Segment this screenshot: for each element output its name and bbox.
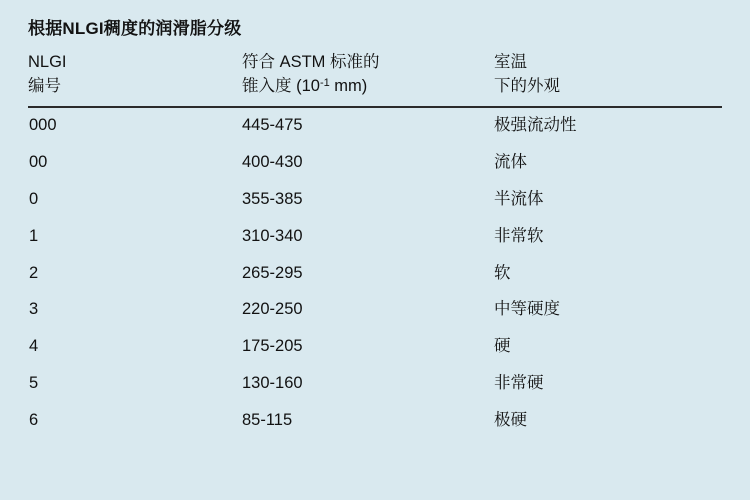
table-row [28,402,722,439]
table-row [28,145,722,182]
cell-penetration: 85-115 [242,410,293,429]
cell-penetration: 445-475 [242,116,303,135]
cell-penetration: 355-385 [242,189,303,208]
table-row [28,107,722,145]
cell-nlgi: 5 [29,373,39,392]
column-header-penetration-line1: 符合 ASTM 标准的 [242,53,380,71]
column-header-nlgi-number [28,51,242,101]
table-header [28,51,722,107]
cell-nlgi: 00 [29,153,48,172]
cell-nlgi: 4 [29,337,39,356]
cell-appearance: 极硬 [494,410,527,429]
column-header-penetration [242,51,494,101]
page-title: 根据NLGI稠度的润滑脂分级 [28,19,242,38]
cell-penetration: 310-340 [242,226,303,245]
table-row [28,292,722,329]
cell-penetration: 265-295 [242,263,303,282]
cell-nlgi: 6 [29,410,39,429]
column-header-appearance-line2: 下的外观 [494,76,560,95]
cell-penetration: 220-250 [242,300,303,319]
table-row [28,365,722,402]
cell-penetration: 130-160 [242,373,303,392]
column-header-appearance [494,51,722,101]
cell-appearance: 半流体 [494,189,544,208]
cell-nlgi: 3 [29,300,39,319]
cell-appearance: 硬 [494,337,511,356]
column-header-penetration-line2: 锥入度 ($10_{-1}$ mm) [242,76,368,95]
column-header-nlgi-number-line2: 编号 [28,76,61,95]
cell-nlgi: 1 [29,226,39,245]
cell-appearance: 非常软 [494,226,544,245]
table-row [28,218,722,255]
table-row [28,329,722,366]
cell-penetration: 400-430 [242,153,303,172]
column-header-appearance-line1: 室温 [494,53,527,71]
cell-nlgi: 000 [29,116,57,135]
cell-appearance: 非常硬 [494,373,544,392]
grease-classification-table [28,51,722,439]
cell-appearance: 极强流动性 [494,116,577,135]
cell-penetration: 175-205 [242,337,303,356]
column-header-nlgi-number-line1: NLGI [28,53,67,71]
cell-appearance: 软 [494,263,511,282]
table-row [28,255,722,292]
cell-appearance: 中等硬度 [494,300,560,319]
cell-appearance: 流体 [494,153,527,172]
table-row [28,181,722,218]
table-body [28,107,722,439]
cell-nlgi: 2 [29,263,39,282]
table-header-row [28,51,722,101]
cell-nlgi: 0 [29,189,39,208]
